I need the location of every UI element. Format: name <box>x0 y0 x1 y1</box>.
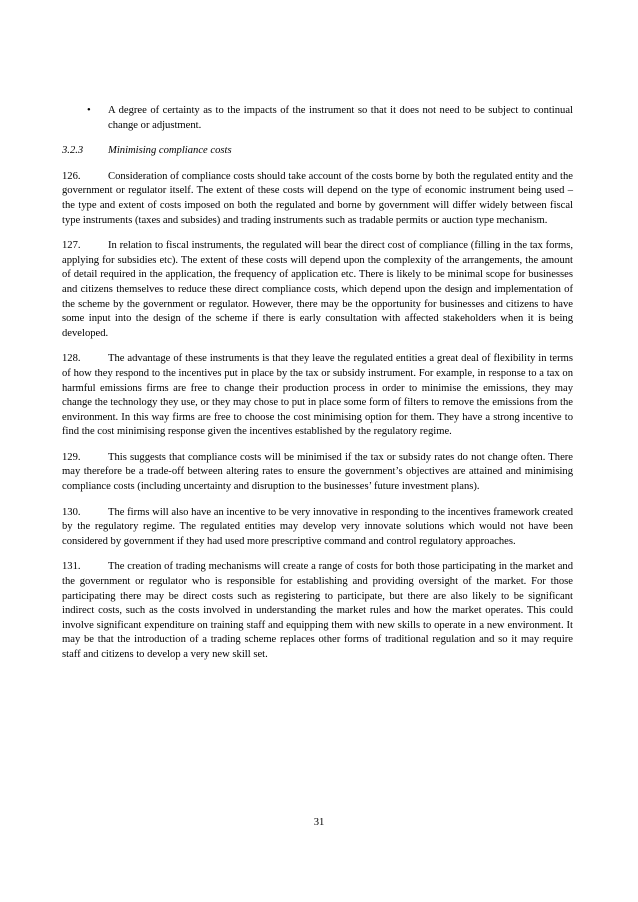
section-title: Minimising compliance costs <box>108 145 232 157</box>
paragraph-text: Consideration of compliance costs should take account of the costs borne by both the regulated entity and the government or regulator itself. The extent of these costs will depend on the type of economic instrument being used – the type and extent of costs imposed on both the regulated and borne by government will differ widely between fiscal type instruments (taxes and subsides) and trading instruments such as tradable permits or auction type mechanism. <box>62 170 573 226</box>
paragraph-text: The creation of trading mechanisms will create a range of costs for both those participating in the market and the government or regulator who is responsible for establishing and providing oversight of the market. For those participating there may be direct costs such as registering to participate, but there are also likely to be significant indirect costs, such as the costs involved in understanding the market rules and how the market operates. This could involve significant expenditure on training staff and equipping them with new skills to operate in a new environment. It may be that the introduction of a trading scheme replaces other forms of traditional regulation and so it may require staff and citizens to develop a very new skill set. <box>62 561 573 660</box>
paragraph-126 <box>62 170 573 228</box>
paragraph-text: The firms will also have an incentive to be very innovative in responding to the incentives framework created by the regulatory regime. The regulated entities may develop very innovate solutions which would not have been considered by government if they had used more prescriptive command and control regulatory approaches. <box>62 506 573 547</box>
paragraph-text: The advantage of these instruments is that they leave the regulated entities a great deal of flexibility in terms of how they respond to the incentives put in place by the tax or subsidy instrument. For example, in response to a tax on harmful emissions firms are free to change their production process in order to minimise the emissions, they may change the technology they use, or they may chose to put in place some form of filters to remove the emissions from the environment. In this way firms are free to choose the cost minimising option for them. They have a strong incentive to find the cost minimising response given the incentives established by the regulatory regime. <box>62 353 573 438</box>
paragraph-number: 131. <box>62 561 81 573</box>
paragraph-131 <box>62 560 573 662</box>
bullet-text: A degree of certainty as to the impacts of the instrument so that it does not need to be subject to continual change or adjustment. <box>108 105 573 131</box>
paragraph-number: 129. <box>62 451 81 463</box>
paragraph-number: 130. <box>62 506 81 518</box>
section-number: 3.2.3 <box>62 145 84 157</box>
paragraph-text: This suggests that compliance costs will be minimised if the tax or subsidy rates do not change often. There may therefore be a trade-off between altering rates to ensure the government’s objectives are attained and minimising compliance costs (including uncertainty and disruption to the businesses’ future investment plans). <box>62 451 573 493</box>
paragraph-128 <box>62 352 573 440</box>
paragraph-127 <box>62 239 573 341</box>
bullet-item <box>62 104 573 133</box>
paragraph-number: 126. <box>62 170 81 182</box>
paragraph-129 <box>62 451 573 495</box>
page-content <box>62 104 573 674</box>
paragraph-130 <box>62 506 573 550</box>
section-heading <box>62 144 573 159</box>
paragraph-number: 128. <box>62 353 81 365</box>
paragraph-text: In relation to fiscal instruments, the regulated will bear the direct cost of compliance (filling in the tax forms, applying for subsidies etc). The extent of these costs will depend upon the complexity of the arrangements, the amount of detail required in the application, the frequency of application etc. There is likely to be minimal scope for businesses and citizens themselves to reduce these direct compliance costs, which depend upon the design and implementation of the scheme by the government or regulator. However, there may be the opportunity for businesses and citizens to have some input into the design of the scheme if there is early consultation with affected stakeholders when it is being developed. <box>62 240 573 339</box>
bullet-icon: • <box>87 105 91 116</box>
paragraph-number: 127. <box>62 240 81 252</box>
page-number: 31 <box>313 817 325 828</box>
